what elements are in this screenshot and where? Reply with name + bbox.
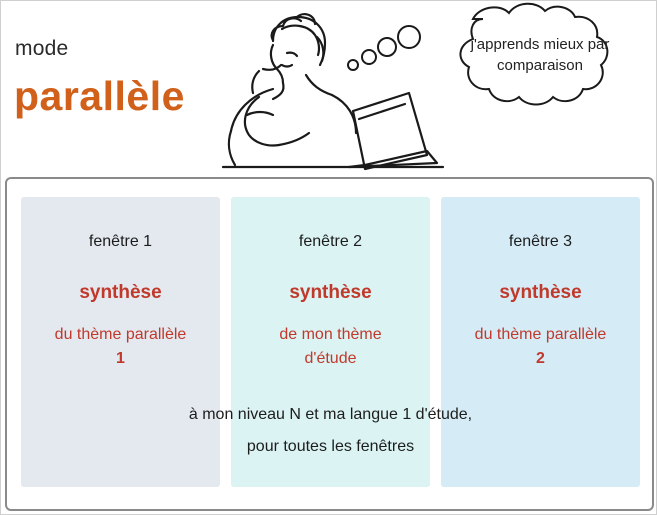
parallel-mode-panel bbox=[5, 177, 654, 511]
window-subtitle-2-line1: de mon thème bbox=[279, 326, 382, 343]
thought-bubble-icon bbox=[1, 1, 657, 177]
window-subtitle-2 bbox=[231, 323, 430, 371]
mode-title: parallèle bbox=[14, 73, 185, 119]
mode-label: mode bbox=[15, 37, 69, 60]
panel-footer-line-2: pour toutes les fenêtres bbox=[246, 438, 415, 455]
window-emphasis-3: synthèse bbox=[499, 282, 582, 303]
header bbox=[1, 1, 657, 177]
window-emphasis-1: synthèse bbox=[79, 282, 162, 303]
window-subtitle-3-line1: du thème parallèle bbox=[474, 326, 607, 343]
bubble-text: j'apprends mieux par comparaison bbox=[470, 36, 610, 74]
window-subtitle-3-line2: 2 bbox=[536, 350, 545, 367]
window-emphasis-2: synthèse bbox=[289, 282, 372, 303]
window-title-3: fenêtre 3 bbox=[508, 233, 573, 250]
window-title-1: fenêtre 1 bbox=[88, 233, 153, 250]
window-subtitle-1 bbox=[21, 323, 220, 371]
window-subtitle-3 bbox=[441, 323, 640, 371]
window-subtitle-2-line2: d'étude bbox=[304, 350, 357, 367]
window-subtitle-1-line2: 1 bbox=[116, 350, 125, 367]
window-title-2: fenêtre 2 bbox=[298, 233, 363, 250]
panel-footer-line-1: à mon niveau N et ma langue 1 d'étude, bbox=[188, 406, 473, 423]
panel-footer-note bbox=[21, 399, 640, 463]
window-subtitle-1-line1: du thème parallèle bbox=[54, 326, 187, 343]
